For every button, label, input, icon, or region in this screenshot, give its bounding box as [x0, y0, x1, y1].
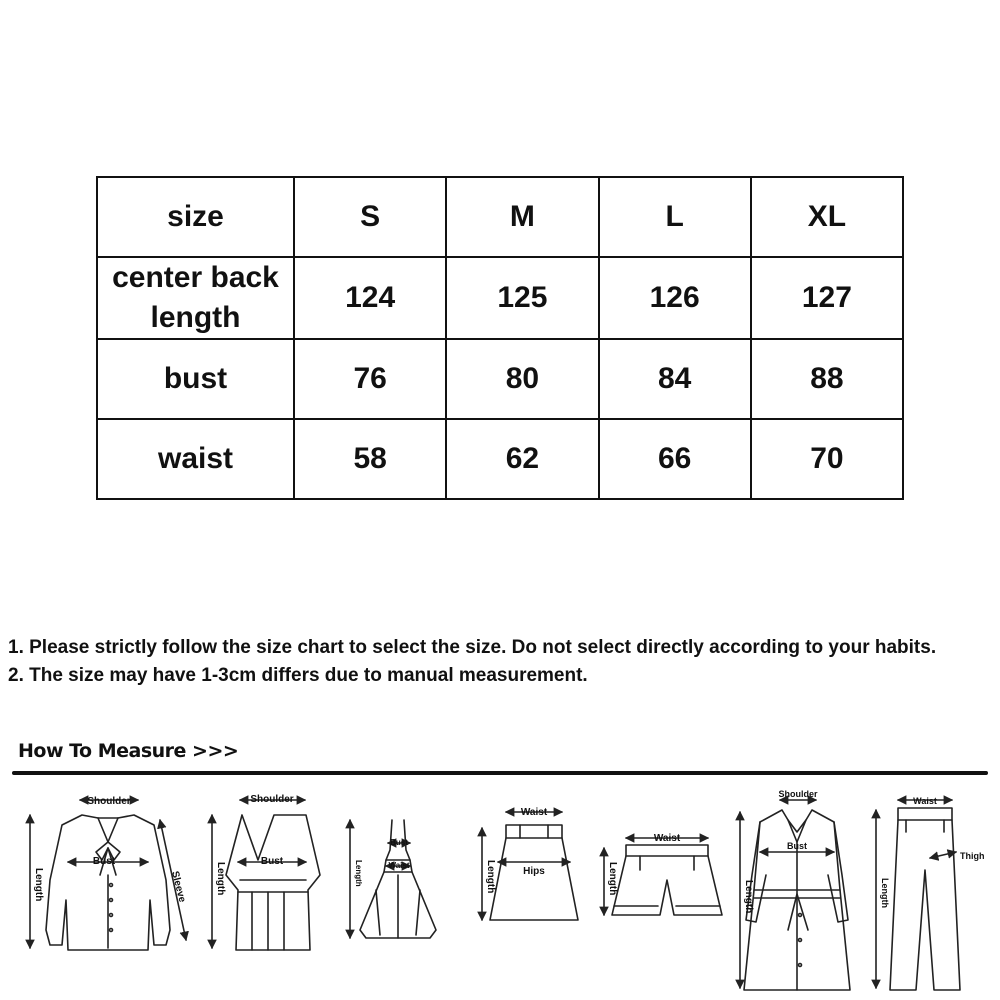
table-cell: 66: [599, 419, 751, 499]
vest-top-diagram-icon: [212, 800, 320, 950]
sleeve-label: Sleeve: [169, 870, 188, 904]
trench-coat-diagram-icon: [740, 800, 850, 990]
table-cell: S: [294, 177, 446, 257]
table-row: [97, 339, 903, 419]
note-line: 1. Please strictly follow the size chart to select the size. Do not select directly according to your habits.: [8, 637, 937, 658]
bust-label: Bust: [390, 838, 408, 847]
table-cell: M: [446, 177, 598, 257]
shoulder-label: Shoulder: [250, 794, 294, 805]
bust-label: Bust: [260, 856, 284, 867]
how-to-measure-title: How To Measure >>>: [18, 740, 239, 762]
size-notes: [8, 634, 993, 690]
waist-label: Waist: [520, 807, 548, 818]
length-label: Length: [354, 860, 363, 887]
measure-labels: [33, 789, 985, 913]
blouse-diagram-icon: [30, 800, 186, 950]
row-label: waist: [97, 419, 294, 499]
shoulder-label: Shoulder: [778, 789, 818, 799]
table-row: [97, 257, 903, 339]
table-cell: XL: [751, 177, 903, 257]
table-cell: 58: [294, 419, 446, 499]
length-label: Length: [607, 862, 618, 896]
row-label: center back length: [97, 257, 294, 339]
thigh-label: Thigh: [960, 851, 985, 861]
table-cell: 80: [446, 339, 598, 419]
waist-label: Waist: [388, 861, 410, 870]
table-cell: 124: [294, 257, 446, 339]
waist-label: Waist: [913, 796, 937, 806]
bust-label: Bust: [92, 856, 116, 867]
shoulder-label: Shoulder: [87, 796, 131, 807]
waist-label: Waist: [653, 833, 681, 844]
table-row: [97, 177, 903, 257]
row-label: size: [97, 177, 294, 257]
note-line: 2. The size may have 1-3cm differs due to manual measurement.: [8, 665, 588, 686]
table-cell: 84: [599, 339, 751, 419]
table-cell: 126: [599, 257, 751, 339]
length-label: Length: [215, 862, 226, 896]
length-label: Length: [880, 878, 890, 908]
length-label: Length: [485, 860, 496, 894]
how-to-measure-diagrams: [0, 780, 1000, 1000]
table-cell: 70: [751, 419, 903, 499]
divider: [12, 771, 988, 775]
table-cell: 125: [446, 257, 598, 339]
bust-label: Bust: [787, 841, 807, 851]
table-cell: 76: [294, 339, 446, 419]
table-cell: 127: [751, 257, 903, 339]
table-cell: 88: [751, 339, 903, 419]
table-cell: 62: [446, 419, 598, 499]
row-label: bust: [97, 339, 294, 419]
hips-label: Hips: [523, 866, 545, 877]
length-label: Length: [743, 880, 754, 914]
table-row: [97, 419, 903, 499]
size-chart-table: [96, 176, 904, 500]
table-cell: L: [599, 177, 751, 257]
length-label: Length: [33, 868, 44, 902]
shorts-diagram-icon: [604, 838, 722, 915]
